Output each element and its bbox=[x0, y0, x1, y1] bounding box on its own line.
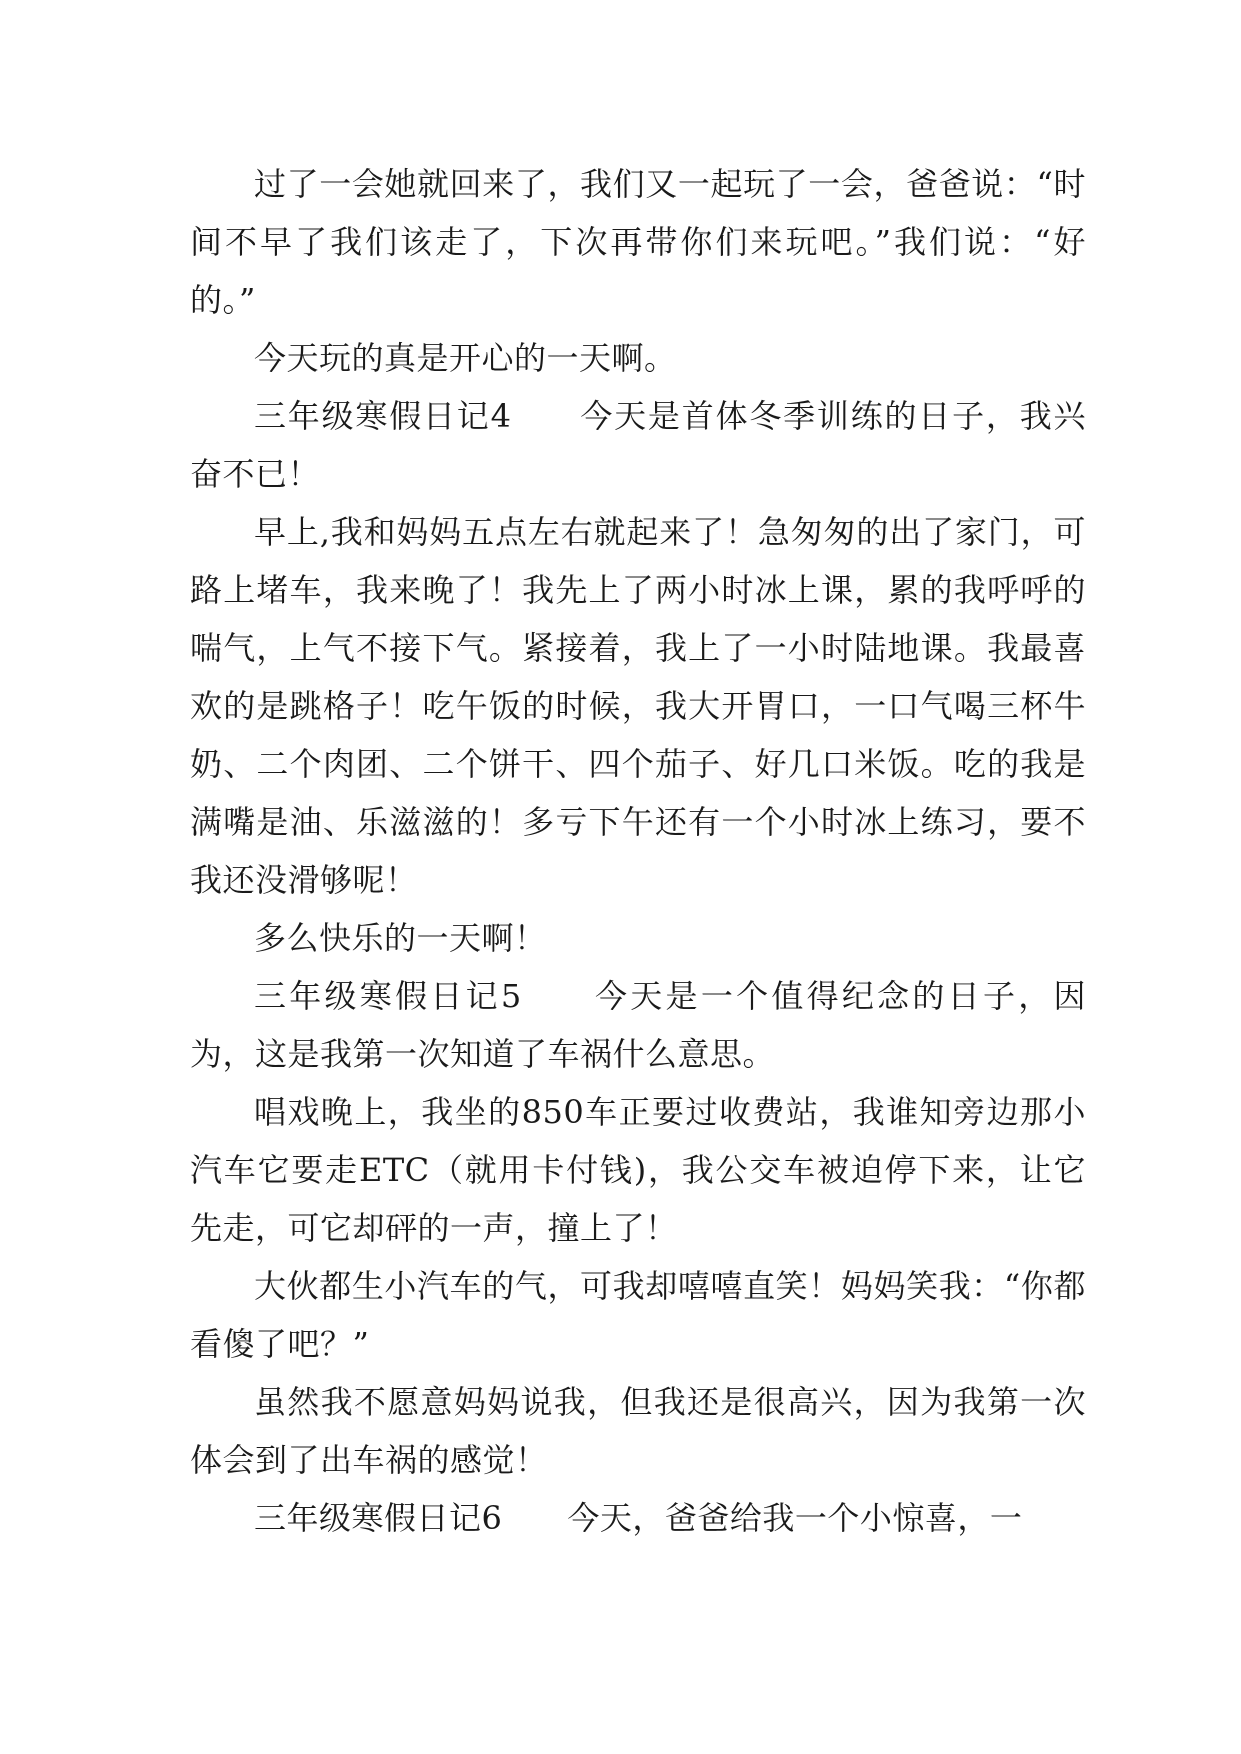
paragraph: 早上,我和妈妈五点左右就起来了！急匆匆的出了家门，可路上堵车，我来晚了！我先上了两小时冰上课，累的我呼呼的喘气，上气不接下气。紧接着，我上了一小时陆地课。我最喜欢的是跳格子！吃午饭的时候，我大开胃口，一口气喝三杯牛奶、二个肉团、二个饼干、四个茄子、好几口米饭。吃的我是满嘴是油、乐滋滋的！多亏下午还有一个小时冰上练习，要不我还没滑够呢！ bbox=[190, 513, 1086, 899]
paragraph: 虽然我不愿意妈妈说我，但我还是很高兴，因为我第一次体会到了出车祸的感觉！ bbox=[190, 1383, 1086, 1479]
paragraph: 今天玩的真是开心的一天啊。 bbox=[254, 339, 677, 377]
paragraph: 大伙都生小汽车的气，可我却嘻嘻直笑！妈妈笑我：“你都看傻了吧？” bbox=[190, 1267, 1086, 1363]
paragraph: 唱戏晚上，我坐的850车正要过收费站，我谁知旁边那小汽车它要走ETC（就用卡付钱)，我公交车被迫停下来，让它先走，可它却砰的一声，撞上了！ bbox=[190, 1093, 1086, 1247]
diary-entry-heading-paragraph: 三年级寒假日记6 今天，爸爸给我一个小惊喜，一 bbox=[254, 1499, 1023, 1537]
paragraph: 过了一会她就回来了，我们又一起玩了一会，爸爸说：“时间不早了我们该走了，下次再带你们来玩吧。”我们说：“好的。” bbox=[190, 165, 1086, 319]
document-body bbox=[190, 155, 1086, 1547]
diary-entry-heading-paragraph: 三年级寒假日记4 今天是首体冬季训练的日子，我兴奋不已！ bbox=[190, 397, 1086, 493]
paragraph: 多么快乐的一天啊！ bbox=[254, 919, 547, 957]
diary-entry-heading-paragraph: 三年级寒假日记5 今天是一个值得纪念的日子，因为，这是我第一次知道了车祸什么意思。 bbox=[190, 977, 1086, 1073]
